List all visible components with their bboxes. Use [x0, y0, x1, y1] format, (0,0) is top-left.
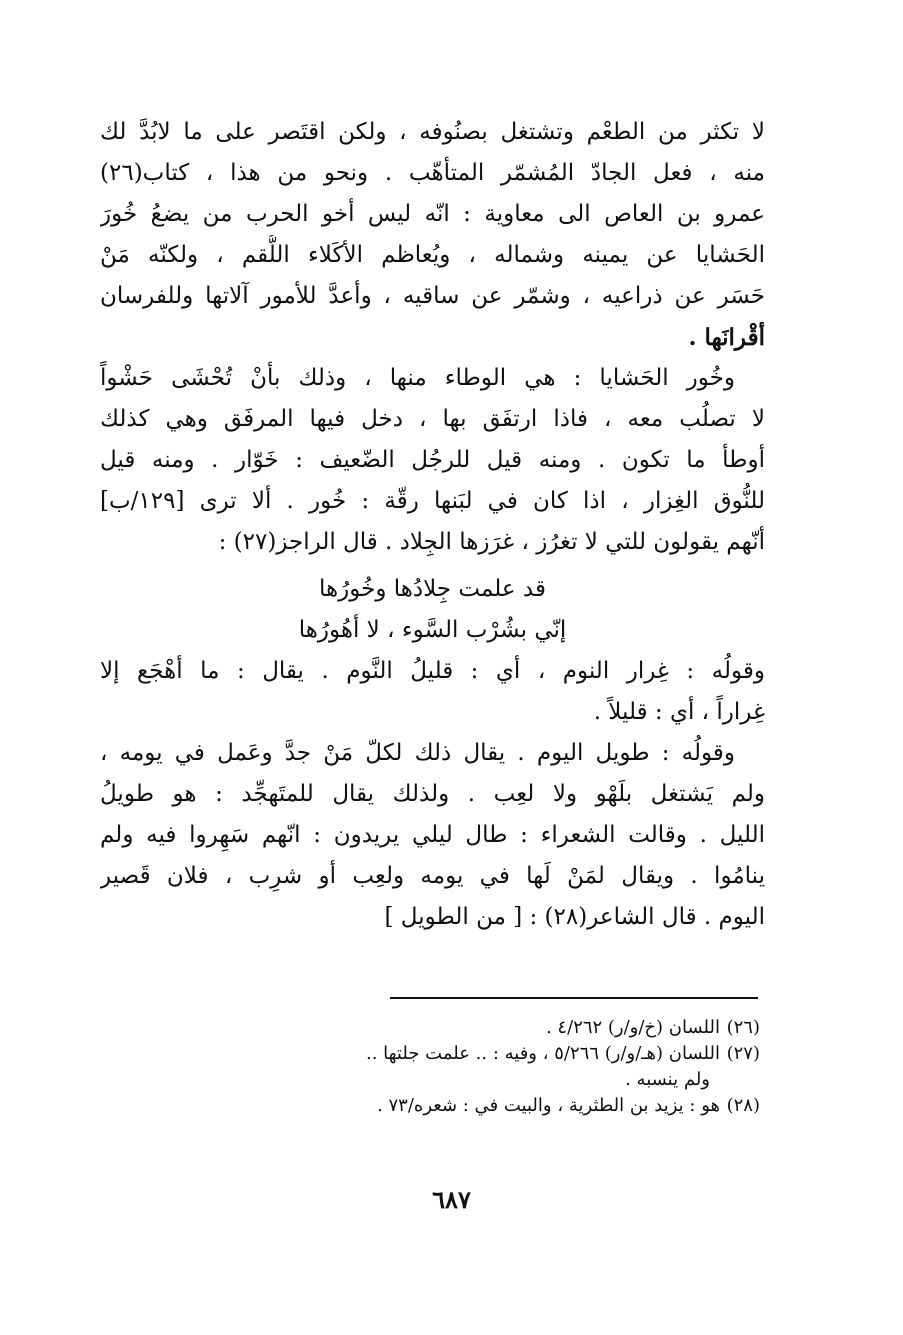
text-line: وخُور الحَشايا : هي الوطاء منها ، وذلك بأنْ تُحْشَى حَشْواً — [100, 365, 735, 391]
footnote-number: (٢٨) — [726, 1095, 760, 1116]
text-line: ينامُوا . ويقال لمَنْ لَها في يومه ولعِب أو شرِب ، فلان قَصير — [100, 863, 765, 889]
text-line: أوطأ ما تكون . ومنه قيل للرجُل الضّعيف : خَوّار . ومنه قيل — [100, 447, 765, 473]
text-line: عمرو بن العاص الى معاوية : انّه ليس أخو الحرب من يضعُ خُورَ — [100, 201, 765, 227]
footnotes — [180, 1015, 760, 1119]
text-line: حَسَر عن ذراعيه ، وشمّر عن ساقيه ، وأعدَّ للأمور آلاتها وللفرسان — [100, 283, 765, 309]
footnote — [180, 1093, 760, 1119]
footnote-number: (٢٦) — [726, 1017, 760, 1038]
footnote-text: ولم ينسبه . — [625, 1069, 710, 1090]
text-line: لا تكثر من الطعْم وتشتغل بصنُوفه ، ولكن اقتَصر على ما لابُدَّ لك — [100, 119, 765, 145]
footnote-text: اللسان (خ/و/ر) ٤/٢٦٢ . — [545, 1017, 720, 1038]
footnote-divider — [390, 997, 758, 999]
main-text — [100, 112, 765, 938]
text-line: منه ، فعل الجادّ المُشمّر المتأهّب . ونحو من هذا ، كتاب(٢٦) — [100, 160, 765, 186]
text-line: وقولُه : طويل اليوم . يقال ذلك لكلّ مَنْ جدَّ وعَمل في يومه ، — [100, 740, 735, 766]
footnote-text: اللسان (هـ/و/ر) ٥/٢٦٦ ، وفيه : .. علمت جلتها .. — [365, 1043, 720, 1064]
text-line: أنّهم يقولون للتي لا تغرُز ، غرَزها الجِلاد . قال الراجز(٢٧) : — [218, 529, 765, 555]
text-line: الليل . وقالت الشعراء : طال ليلي يريدون : انّهم سَهِروا فيه ولم — [100, 822, 765, 848]
text-line: وقولُه : غِرار النوم ، أي : قليلُ النَّوم . يقال : ما أهْجَع إلا — [100, 658, 765, 684]
text-line: أقْرانَها . — [688, 324, 765, 351]
footnote-continuation — [180, 1067, 760, 1093]
text-line: ولم يَشتغل بلَهْو ولا لعِب . ولذلك يقال للمتَهجِّد : هو طويلُ — [100, 781, 765, 807]
page-number: ٦٨٧ — [432, 1185, 471, 1214]
text-line: الحَشايا عن يمينه وشماله ، ويُعاظم الأكَلاء اللُّقم ، ولكنّه مَنْ — [100, 242, 765, 268]
verse-line: إنّي بشُرْب السَّوء ، لا أهُورُها — [298, 617, 567, 643]
footnote-text: هو : يزيد بن الطثرية ، والبيت في : شعره/٧٣ . — [377, 1095, 720, 1116]
text-line: غِراراً ، أي : قليلاً . — [593, 699, 765, 725]
footnote — [180, 1015, 760, 1041]
verse-line: قد علمت جِلادُها وخُورُها — [319, 576, 546, 602]
text-line: للنُّوق الغِزار ، اذا كان في لبَنها رقّة : خُور . ألا ترى [١٢٩/ب] — [100, 488, 765, 514]
text-line: لا تصلُب معه ، فاذا ارتفَق بها ، دخل فيها المرفَق وهي كذلك — [100, 406, 765, 432]
text-line: اليوم . قال الشاعر(٢٨) : [ من الطويل ] — [384, 904, 765, 930]
footnote — [180, 1041, 760, 1067]
footnote-number: (٢٧) — [726, 1043, 760, 1064]
